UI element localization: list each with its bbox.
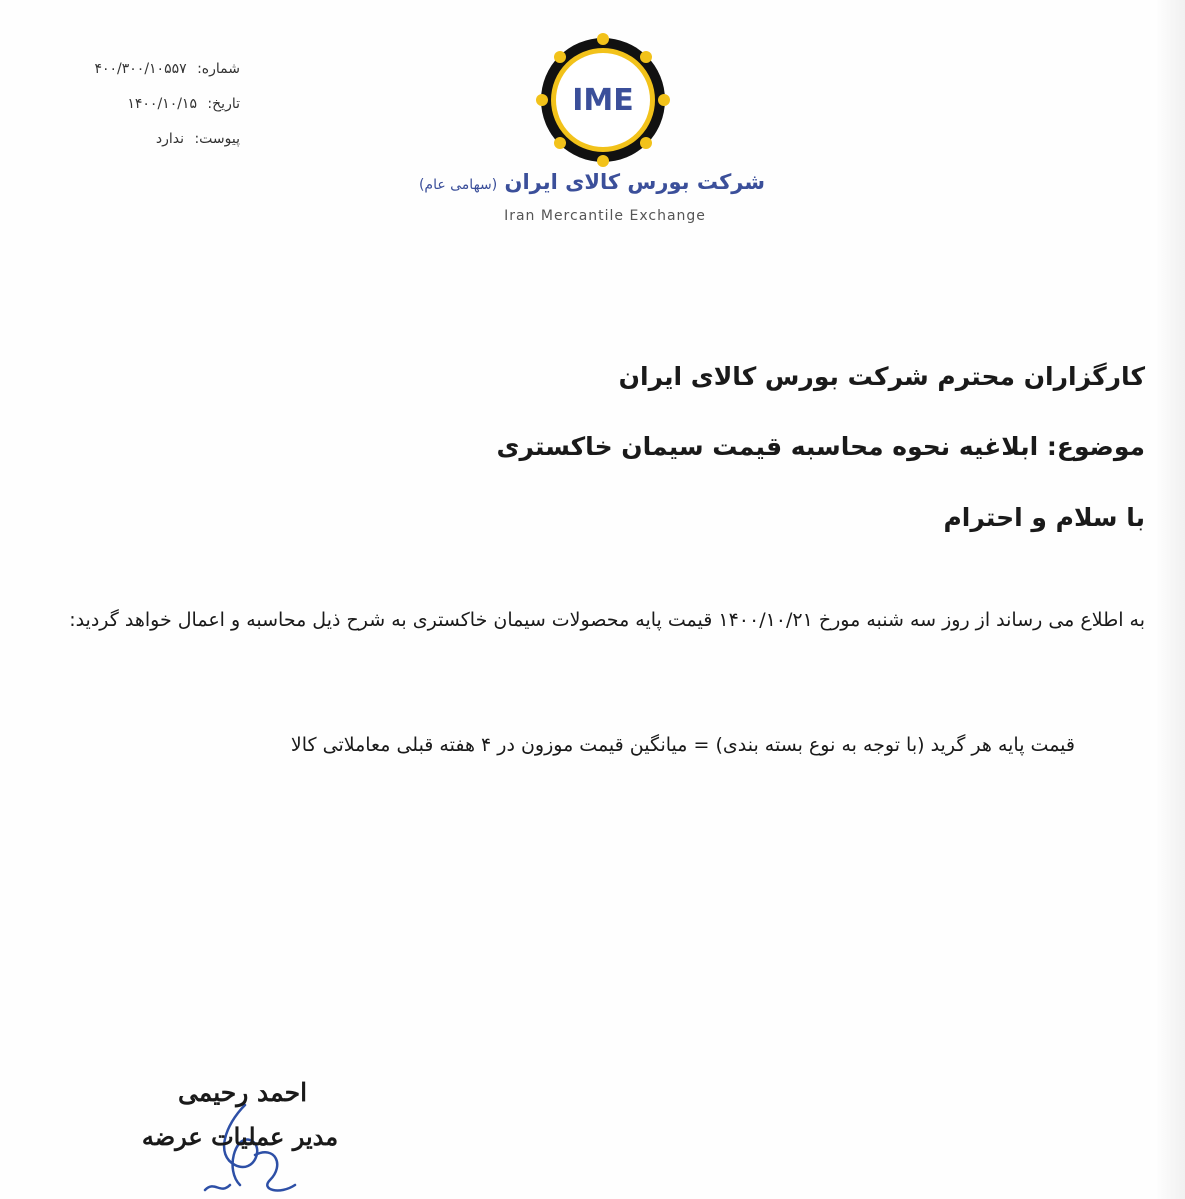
letter-attachment-value: ندارد xyxy=(155,131,184,147)
letter-date-row xyxy=(40,87,240,122)
letter-paragraph: به اطلاع می رساند از روز سه شنبه مورخ ۱۴۰۰/۱۰/۲۱ قیمت پایه محصولات سیمان خاکستری به شرح ذیل محاسبه و اعمال خواهد گردید: xyxy=(69,609,1145,631)
ime-logo xyxy=(533,30,673,170)
letter-subject: موضوع: ابلاغیه نحوه محاسبه قیمت سیمان خاکستری xyxy=(496,432,1145,461)
letter-attachment-row xyxy=(40,122,240,157)
signatory-name: احمد رحیمی xyxy=(177,1078,308,1107)
letter-number-value: ۴۰۰/۳۰۰/۱۰۵۵۷ xyxy=(94,61,187,77)
company-name-fa-suffix: (سهامی عام) xyxy=(418,177,498,193)
logo-text: IME xyxy=(572,83,634,118)
page-edge-shadow xyxy=(1155,0,1185,1199)
company-name-fa-main: شرکت بورس کالای ایران xyxy=(504,170,765,194)
letter-recipient: کارگزاران محترم شرکت بورس کالای ایران xyxy=(618,362,1145,391)
letter-date-value: ۱۴۰۰/۱۰/۱۵ xyxy=(127,96,197,112)
company-name-en: Iran Mercantile Exchange xyxy=(504,208,706,224)
letter-number-label: شماره: xyxy=(197,61,240,77)
letter-formula: قیمت پایه هر گرید (با توجه به نوع بسته بندی) = میانگین قیمت موزون در ۴ هفته قبلی معاملاتی کالا xyxy=(290,734,1075,756)
letter-number-row xyxy=(40,52,240,87)
letter-greeting: با سلام و احترام xyxy=(943,503,1145,532)
letter-meta xyxy=(40,52,240,157)
signatory-title: مدیر عملیات عرضه xyxy=(141,1122,339,1151)
letter-attachment-label: پیوست: xyxy=(194,131,240,147)
company-name-fa xyxy=(420,170,765,194)
letter-date-label: تاریخ: xyxy=(207,96,240,112)
